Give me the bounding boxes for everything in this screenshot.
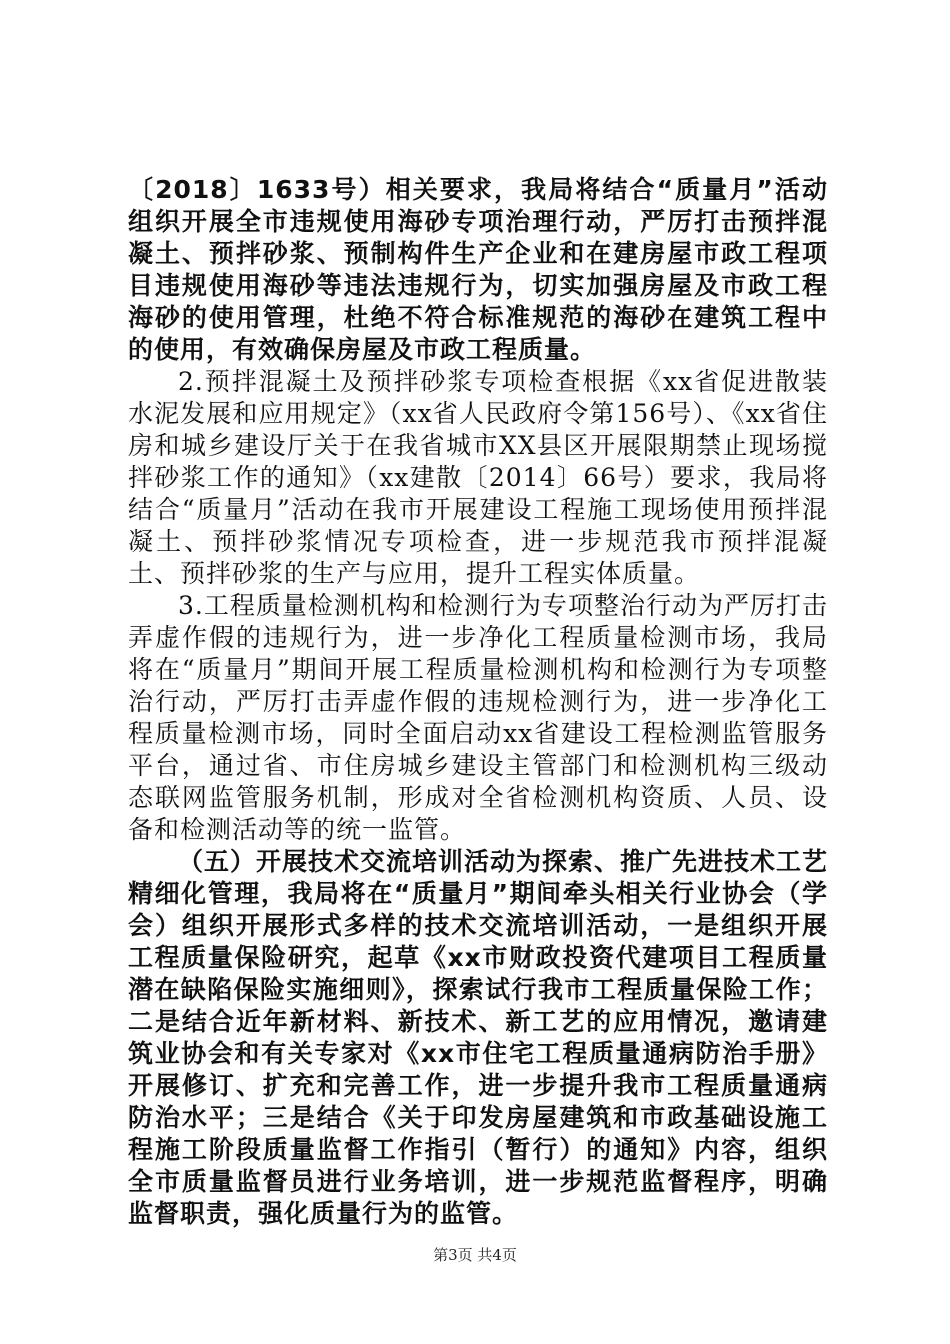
paragraph-ready-mix-inspection: 2.预拌混凝土及预拌砂浆专项检查根据《xx省促进散装水泥发展和应用规定》（xx省人民政府令第156号）、《xx省住房和城乡建设厅关于在我省城市XX县区开展限期禁止现场搅拌砂浆工作的通知》（xx建散〔2014〕66号）要求，我局将结合“质量月”活动在我市开展建设工程施工现场使用预拌混凝土、预拌砂浆情况专项检查，进一步规范我市预拌混凝土、预拌砂浆的生产与应用，提升工程实体质量。 (128, 367, 828, 588)
paragraph-technical-training: （五）开展技术交流培训活动为探索、推广先进技术工艺精细化管理，我局将在“质量月”期间牵头相关行业协会（学会）组织开展形式多样的技术交流培训活动，一是组织开展工程质量保险研究，起草《xx市财政投资代建项目工程质量潜在缺陷保险实施细则》，探索试行我市工程质量保险工作；二是结合近年新材料、新技术、新工艺的应用情况，邀请建筑业协会和有关专家对《xx市住宅工程质量通病防治手册》开展修订、扩充和完善工作，进一步提升我市工程质量通病防治水平；三是结合《关于印发房屋建筑和市政基础设施工程施工阶段质量监督工作指引（暂行）的通知》内容，组织全市质量监督员进行业务培训，进一步规范监督程序，明确监督职责，强化质量行为的监管。 (128, 847, 829, 1228)
document-body (128, 174, 828, 1230)
paragraph-testing-agency-rectification: 3.工程质量检测机构和检测行为专项整治行动为严厉打击弄虚作假的违规行为，进一步净化工程质量检测市场，我局将在“质量月”期间开展工程质量检测机构和检测行为专项整治行动，严厉打击弄虚作假的违规检测行为，进一步净化工程质量检测市场，同时全面启动xx省建设工程检测监管服务平台，通过省、市住房城乡建设主管部门和检测机构三级动态联网监管服务机制，形成对全省检测机构资质、人员、设备和检测活动等的统一监管。 (128, 591, 828, 844)
page-footer: 第3页 共4页 (433, 1246, 517, 1264)
paragraph-haisha-governance: 〔2018〕1633号）相关要求，我局将结合“质量月”活动组织开展全市违规使用海砂专项治理行动，严厉打击预拌混凝土、预拌砂浆、预制构件生产企业和在建房屋市政工程项目违规使用海砂等违法违规行为，切实加强房屋及市政工程海砂的使用管理，杜绝不符合标准规范的海砂在建筑工程中的使用，有效确保房屋及市政工程质量。 (128, 175, 828, 364)
